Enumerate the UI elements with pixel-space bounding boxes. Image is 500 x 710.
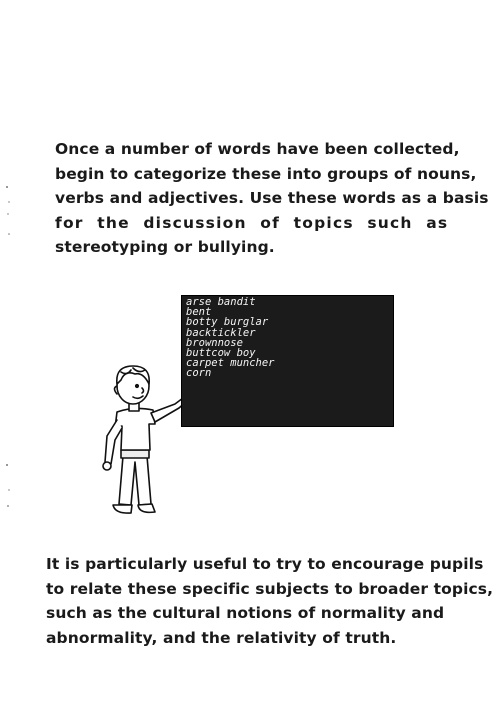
conclusion-line: such as the cultural notions of normality and (46, 604, 445, 622)
blackboard-word: botty burglar (186, 316, 269, 329)
intro-line: begin to categorize these into groups of nouns, (55, 164, 477, 183)
conclusion-line: abnormality, and the relativity of truth. (46, 628, 397, 647)
intro-line: for the discussion of topics such as (55, 213, 449, 232)
blackboard-word: brownnose (186, 336, 243, 349)
intro-line: verbs and adjectives. Use these words as a basis (55, 189, 489, 207)
blackboard (181, 295, 394, 427)
intro-line: Once a number of words have been collected, (55, 140, 460, 158)
blackboard-word-list (186, 297, 275, 379)
conclusion-line: to relate these specific subjects to broader topics, (46, 579, 494, 598)
blackboard-word: arse bandit (186, 296, 256, 308)
blackboard-word: corn (186, 367, 212, 380)
margin-marks (0, 0, 20, 710)
intro-line: stereotyping or bullying. (55, 238, 275, 256)
conclusion-line: It is particularly useful to try to encourage pupils (46, 555, 484, 573)
blackboard-word: buttcow boy (186, 347, 256, 360)
intro-paragraph (55, 137, 489, 260)
blackboard-word: carpet muncher (186, 357, 275, 370)
conclusion-paragraph (46, 552, 493, 650)
blackboard-word: bent (186, 306, 212, 319)
blackboard-word: backtickler (186, 326, 256, 339)
